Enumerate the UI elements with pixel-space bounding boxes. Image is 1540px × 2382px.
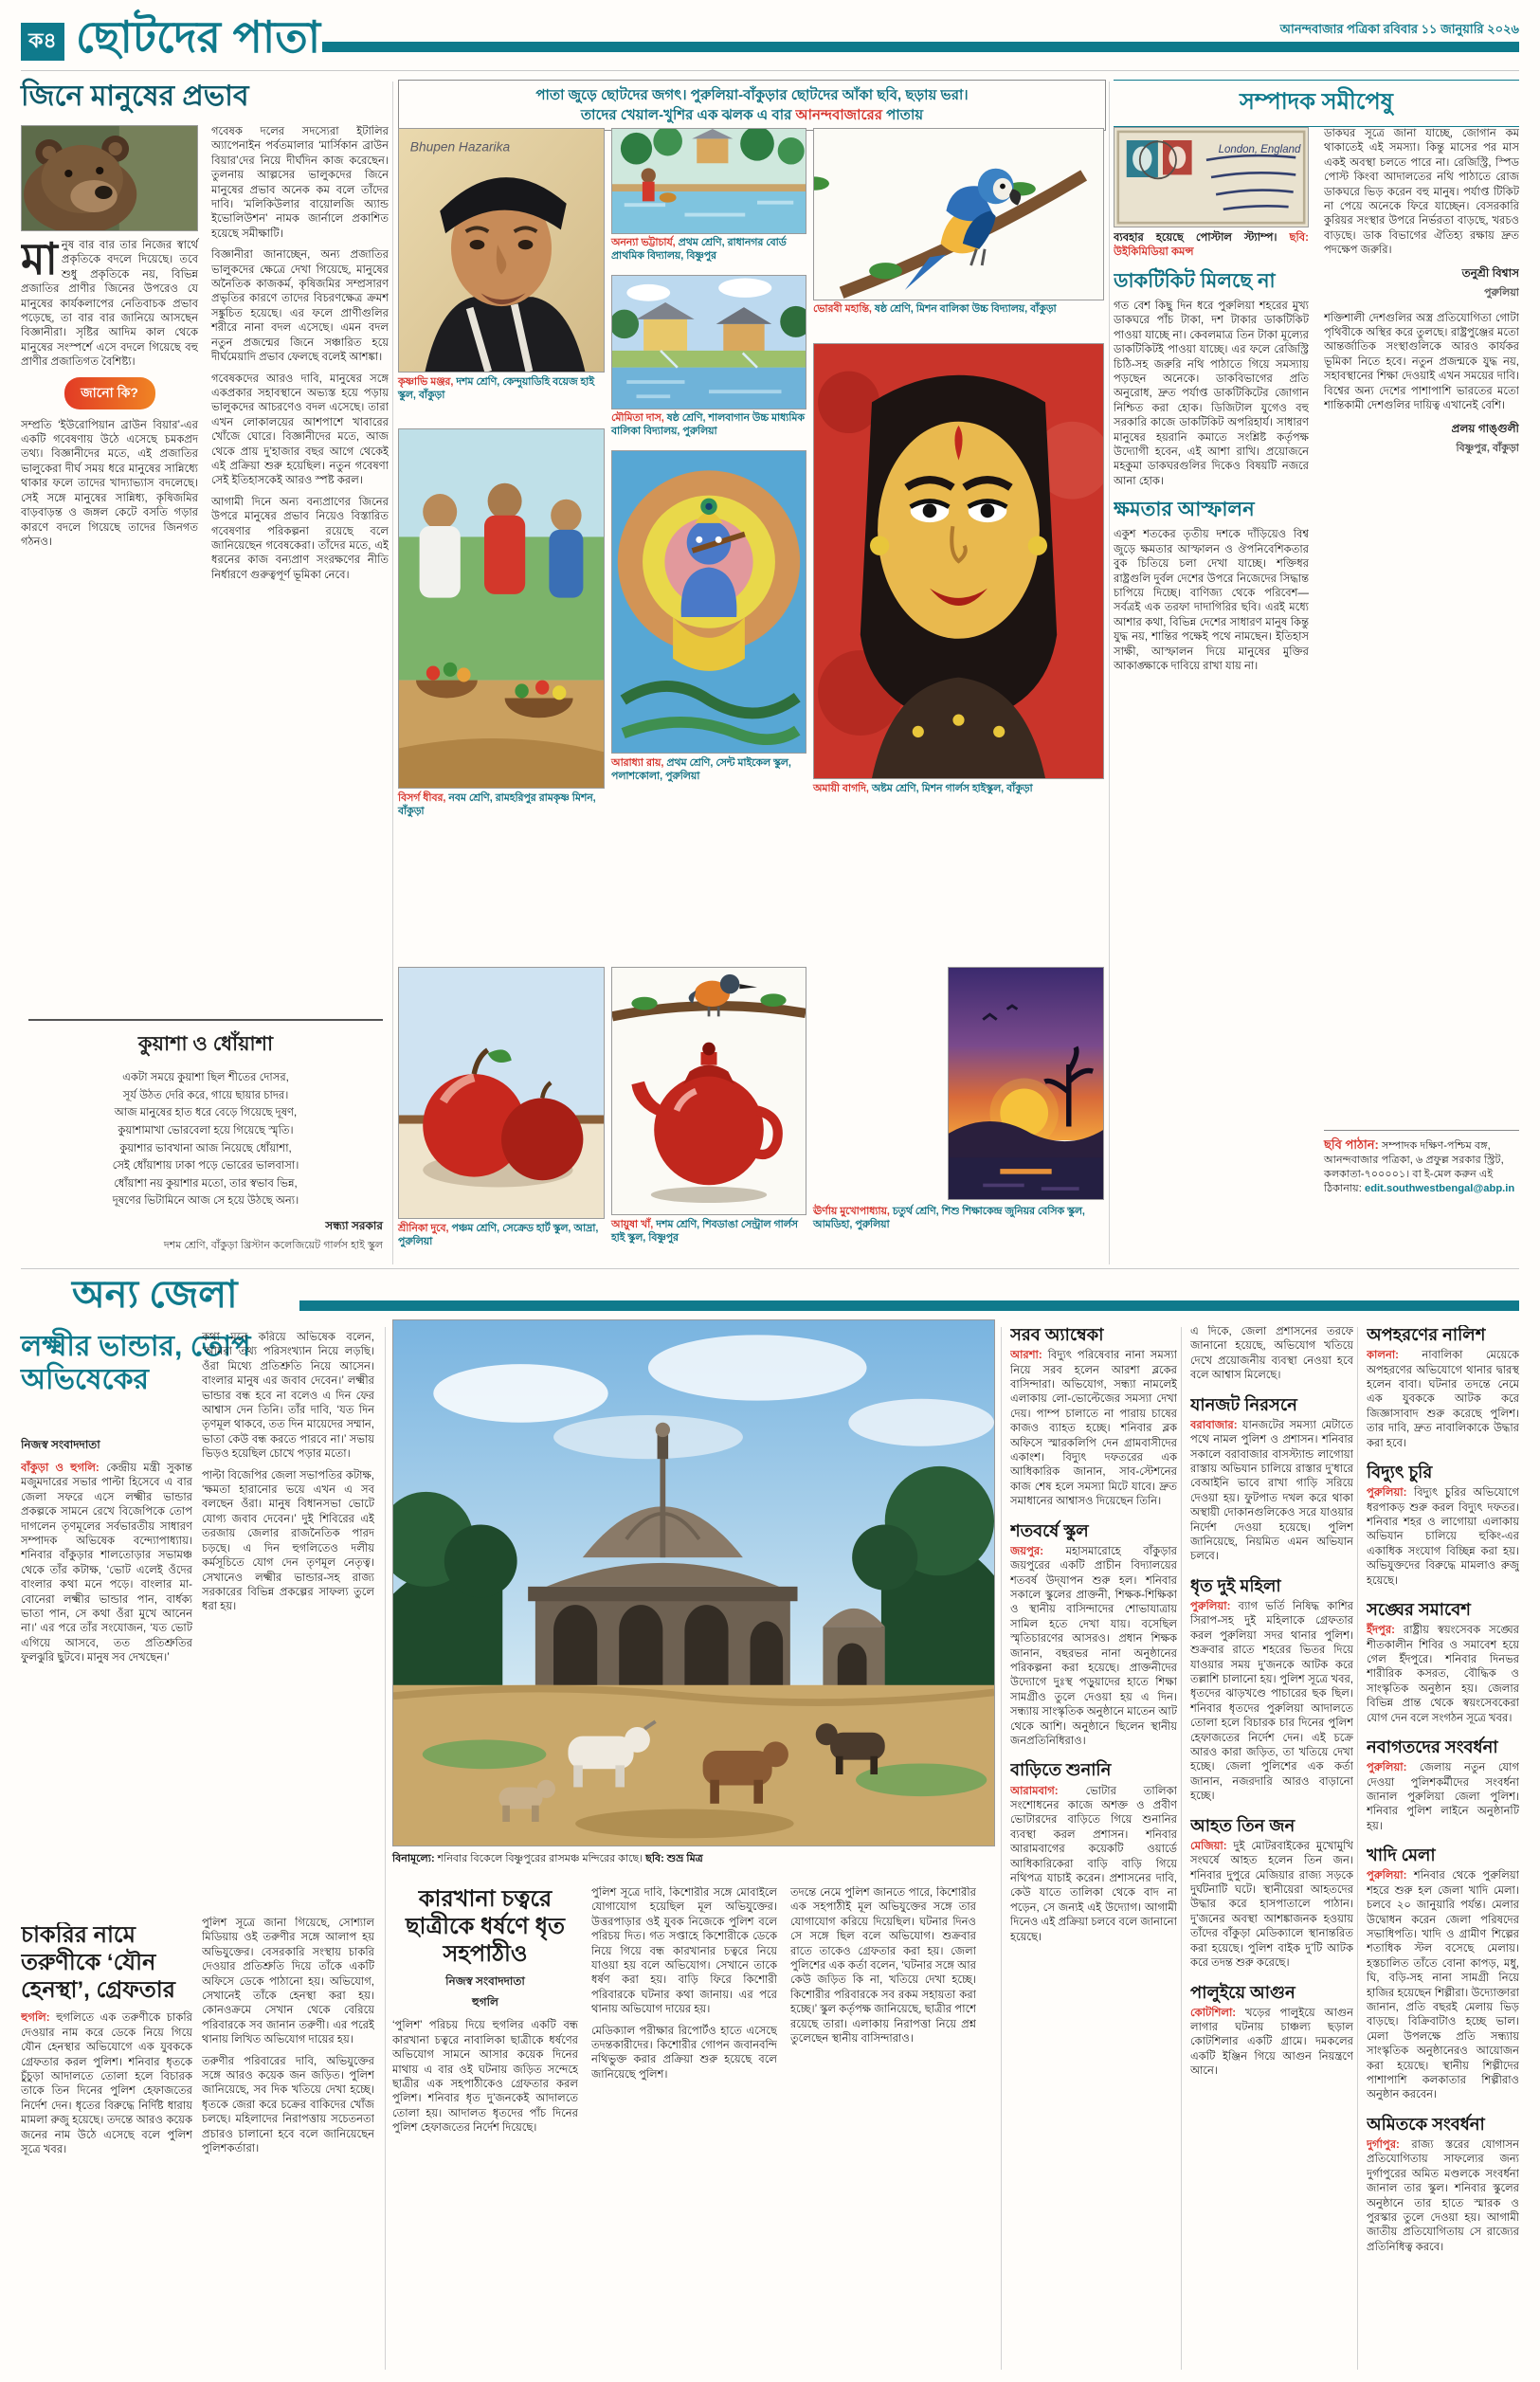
artwork-teapot-bird <box>611 967 806 1215</box>
letter1-continuation: ডাকঘর সূত্রে জানা যাচ্ছে, জোগান কম থাকাতেই এই সমস্যা। কিন্তু মাসের পর মাস একই অবস্থা চলতে পারে না। রেজিস্ট্রি, স্পিড পোস্ট কিংবা আদালতের নথি পাঠাতে রোজ ডাকঘরে ভিড় করেন বহু মানুষ। পর্যাপ্ত টিকিট না পেয়ে অনেকে ফিরে যাচ্ছেন। বেসরকারি কুরিয়র সংস্থার উপরে নির্ভরতা বাড়ছে, খরচও বাড়ছে। ডাক বিভাগের ঐতিহ্য রক্ষায় দ্রুত পদক্ষেপ জরুরি। <box>1324 128 1519 257</box>
briefs-column-3 <box>1367 1325 1519 2377</box>
brief-headline-apaharan: অপহরণের নালিশ <box>1367 1325 1486 1344</box>
artwork-caption: আরাধ্যা রায়, প্রথম শ্রেণি, সেন্ট মাইকেল স্কুল, পলাশকোলা, পুরুলিয়া <box>611 757 791 782</box>
page-code: ক৪ <box>21 23 64 61</box>
column-rule <box>1001 1327 1002 2370</box>
job-headline: চাকরির নামে তরুণীকে ‘যৌন হেনস্থা’, গ্রেফতার <box>21 1922 175 2003</box>
poem-line: ধোঁয়াশা নয় কুয়াশার মতো, তার স্বভাব ভিন্ন, <box>114 1177 298 1190</box>
factory-paragraph: ‘পুলিশ’ পরিচয় দিয়ে হুগলির একটি বন্ধ কারখানা চত্বরে নাবালিকা ছাত্রীকে ধর্ষণের অভিযোগ সামনে আসার কয়েক দিনের মাথায় এ বার ওই ঘটনায় জড়িত সন্দেহে ছাত্রীর এক সহপাঠীকেও গ্রেফতার করল পুলিশ। শনিবার ধৃত দু’জনকেই আদালতে তোলা হয়। আদালত ধৃতদের পাঁচ দিনের পুলিশ হেফাজতের নির্দেশ দিয়েছে। <box>392 2020 578 2135</box>
temple-photo-caption: বিনামূল্যে: শনিবার বিকেলে বিষ্ণুপুরের রাসমঞ্চ মন্দিরের কাছে। ছবি: শুভ্র মিত্র <box>392 1853 703 1864</box>
job-article-column1 <box>21 1922 192 2377</box>
brief-body: কালনা: নাবালিকা মেয়েকে অপহরণের অভিযোগে থানার দ্বারস্থ হলেন বাবা। ঘটনার তদন্তে নেমে এক যুবককে আটক করে জিজ্ঞাসাবাদ শুরু করেছে পুলিশ। তার দাবি, দ্রুত নাবালিকাকে উদ্ধার করা হবে। <box>1367 1350 1519 1449</box>
column-rule <box>385 1327 386 2370</box>
artwork-caption: অনন্যা ভট্টাচার্য, প্রথম শ্রেণি, রাধানগর বোর্ড প্রাথমিক বিদ্যালয়, বিষ্ণুপুর <box>611 237 787 262</box>
brief-headline-nabagata: নবাগতদের সংবর্ধনা <box>1367 1737 1498 1756</box>
factory-headline: কারখানা চত্বরে ছাত্রীকে ধর্ষণে ধৃত সহপাঠীও <box>405 1886 566 1967</box>
section-divider <box>21 1268 1519 1269</box>
lead-paragraph: মানুষ বার বার তার নিজের স্বার্থে প্রকৃতিকে বদলে দিয়েছে। তবে শুধু প্রকৃতিকে নয়, বিভিন্ন প্রজাতির প্রাণীর জিনের উপরেও যে মানুষের কার্যকলাপের নেতিবাচক প্রভাব পড়েছে, তা বার বার জানিয়ে আসছেন বিজ্ঞানীরা। সৃষ্টির আদিম কাল থেকে মানুষের সংস্পর্শে এসে বদলে গিয়েছে বহু প্রাণীর প্রজাতিগত বৈশিষ্ট্য। <box>21 234 198 369</box>
factory-paragraph: পুলিশ সূত্রে দাবি, কিশোরীর সঙ্গে মোবাইলে যোগাযোগ হয়েছিল মূল অভিযুক্তের। উত্তরপাড়ার ওই যুবক নিজেকে পুলিশ বলে পরিচয় দিত। গত সপ্তাহে কিশোরীকে ডেকে নিয়ে গিয়ে বন্ধ কারখানার চত্বরে নিয়ে যাওয়া হয় বলে অভিযোগ। সেখানে তাকে ধর্ষণ করা হয়। বাড়ি ফিরে কিশোরী পরিবারকে ঘটনার কথা জানায়। এর পরে থানায় অভিযোগ দায়ের হয়। <box>591 1887 777 2016</box>
know-box-badge: জানো কি? <box>64 377 155 409</box>
brief-headline-janjot: যানজট নিরসনে <box>1190 1394 1297 1414</box>
poem-title: কুয়াশা ও ধোঁয়াশা <box>137 1033 274 1055</box>
lakshmi-paragraph: পাল্টা বিজেপির জেলা সভাপতির কটাক্ষ, ‘ক্ষমতা হারানোর ভয়ে এখন এ সব বলছেন ওঁরা। মানুষ বিধানসভা ভোটে যোগ্য জবাব দেবেন।’ দুই শিবিরের এই তরজায় জেলার রাজনৈতিক পারদ চড়ছে। এ দিন হুগলিতেও দলীয় কর্মসূচিতে যোগ দেন তৃণমূল নেতৃত্ব। সেখানেও লক্ষ্মীর ভান্ডার-সহ রাজ্য সরকারের বিভিন্ন প্রকল্পের সাফল্য তুলে ধরা হয়। <box>202 1469 374 1613</box>
job-paragraph: তরুণীর পরিবারের দাবি, অভিযুক্তের সঙ্গে আরও কয়েক জন জড়িত। পুলিশ জানিয়েছে, সব দিক খতিয়ে দেখা হচ্ছে। ধৃতকে জেরা করে চক্রের বাকিদের খোঁজ চলছে। মহিলাদের নিরাপত্তায় সচেতনতা প্রচারও চালানো হবে বলে জানিয়েছেন পুলিশকর্তারা। <box>202 2055 374 2155</box>
artwork-caption: ভোরবী মহান্তি, ষষ্ঠ শ্রেণি, মিশন বালিকা উচ্চ বিদ্যালয়, বাঁকুড়া <box>813 303 1057 315</box>
lead-paragraph: আগামী দিনে অন্য বন্যপ্রাণের জিনের উপরে মানুষের প্রভাব নিয়েও বিস্তারিত গবেষণার পরিকল্পনা রয়েছে বলে জানিয়েছেন গবেষকেরা। তাঁদের মতে, এই ধরনের কাজ বন্যপ্রাণ সংরক্ষণের নীতি নির্ধারণে গুরুত্বপূর্ণ ভূমিকা নেবে। <box>211 496 389 581</box>
artwork-village <box>611 275 806 409</box>
temple-photo <box>392 1319 995 1846</box>
factory-paragraph: তদন্তে নেমে পুলিশ জানতে পারে, কিশোরীর এক সহপাঠীই মূল অভিযুক্তের সঙ্গে তার যোগাযোগ করিয়ে দিয়েছিল। ঘটনার দিনও সে সঙ্গে ছিল বলে অভিযোগ। শুক্রবার রাতে তাকেও গ্রেফতার করা হয়। জেলা পুলিশের এক কর্তা বলেন, ‘ঘটনার সঙ্গে আর কেউ জড়িত কি না, খতিয়ে দেখা হচ্ছে। কিশোরীর পরিবারকে সব রকম সহায়তা করা হচ্ছে।’ স্কুল কর্তৃপক্ষ জানিয়েছে, ছাত্রীর পাশে রয়েছে তারা। এলাকায় নিরাপত্তা নিয়ে প্রশ্ন তুলেছেন স্থানীয় বাসিন্দারাও। <box>790 1887 976 2046</box>
brief-body: বরাবাজার: যানজটের সমস্যা মেটাতে পথে নামল পুলিশ ও প্রশাসন। শনিবার সকালে বরাবাজার বাসস্ট্যান্ড লাগোয়া রাস্তায় অভিযান চালিয়ে রাস্তার দু’ধারে বেআইনি ভাবে রাখা গাড়ি সরিয়ে দেওয়া হয়। ফুটপাত দখল করে থাকা অস্থায়ী দোকানগুলিকেও সরে যাওয়ার নির্দেশ দেওয়া হয়েছে। পুলিশ জানিয়েছে, নিয়মিত এমন অভিযান চলবে। <box>1190 1419 1353 1563</box>
brief-body: পুরুলিয়া: জেলায় নতুন যোগ দেওয়া পুলিশকর্মীদের সংবর্ধনা জানাল পুরুলিয়া জেলা পুলিশ। শনিবার পুলিশ লাইনে অনুষ্ঠানটি হয়। <box>1367 1762 1519 1832</box>
poem-line: কুয়াশামাখা ভোরবেলা হয়ে গিয়েছে স্মৃতি। <box>118 1124 294 1136</box>
brief-continuation: এ দিকে, জেলা প্রশাসনের তরফে জানানো হয়েছে, অভিযোগ খতিয়ে দেখে প্রয়োজনীয় ব্যবস্থা নেওয়া হবে বলে আশ্বাস মিলেছে। <box>1190 1326 1353 1382</box>
factory-column2 <box>591 1886 777 2377</box>
brief-headline-khadi: খাদি মেলা <box>1367 1846 1436 1865</box>
masthead: আনন্দবাজার পত্রিকা রবিবার ১১ জানুয়ারি ২০২৬ <box>1279 22 1519 36</box>
poem-line: কুয়াশার ভাবখানা আজ নিয়েছে ধোঁয়াশা, <box>119 1142 292 1155</box>
factory-dateline: হুগলি <box>472 1995 498 2009</box>
brief-headline-sangha: সঙ্ঘের সমাবেশ <box>1367 1600 1471 1619</box>
factory-column3 <box>790 1886 976 2377</box>
send-photos-label: ছবি পাঠান: <box>1324 1137 1379 1152</box>
job-paragraph: হুগলি: হুগলিতে এক তরুণীকে চাকরি দেওয়ার নাম করে ডেকে নিয়ে গিয়ে যৌন হেনস্থার অভিযোগে এক যুবককে গ্রেফতার করল পুলিশ। শনিবার ধৃতকে চুঁচুড়া আদালতে তোলা হলে বিচারক তাকে তিন দিনের পুলিশ হেফাজতের নির্দেশ দেন। ধৃতের বিরুদ্ধে নির্দিষ্ট ধারায় মামলা রুজু হয়েছে। তদন্তে আরও কয়েক জনের নাম উঠে এসেছে বলে পুলিশ সূত্রে খবর। <box>21 2012 192 2156</box>
artwork-parrot <box>813 128 1104 300</box>
lead-paragraph: সম্প্রতি ‘ইউরোপিয়ান ব্রাউন বিয়ার’-এর একটি গবেষণায় উঠে এসেছে চমকপ্রদ তথ্য। বিজ্ঞানীদের মতে, এই প্রজাতির ভালুকেরা দীর্ঘ সময় ধরে মানুষের সান্নিধ্যে থাকার ফলে তাদের খাদ্যাভ্যাস বদলেছে। সেই সঙ্গে মানুষের সান্নিধ্য, কৃষিজমির বাড়বাড়ন্ত ও জঙ্গল কেটে বসতি গড়ার কারণে বদলে গিয়েছে তাদের জিনগত গঠনও। <box>21 419 198 548</box>
gallery-intro-line2: তাদের খেয়াল-খুশির এক ঝলক এ বার আনন্দবাজারের পাতায় <box>580 107 924 123</box>
briefs-column-2 <box>1190 1325 1353 2377</box>
poem-line: একটা সময়ে কুয়াশা ছিল শীতের দোসর, <box>122 1072 289 1083</box>
brief-body: জয়পুর: মহাসমারোহে বাঁকুড়ার জয়পুরের একটি প্রাচীন বিদ্যালয়ের শতবর্ষ উদ্‌যাপন শুরু হল। শনিবার সকালে স্কুলের প্রাক্তনী, শিক্ষক-শিক্ষিকা ও স্থানীয় বাসিন্দাদের শোভাযাত্রায় সামিল হতে দেখা যায়। বসেছিল স্মৃতিচারণের আসরও। প্রধান শিক্ষক জানান, বছরভর নানা অনুষ্ঠানের পরিকল্পনা করা হয়েছে। প্রাক্তনীদের উদ্যোগে দুঃস্থ পড়ুয়াদের হাতে শিক্ষা সামগ্রীও তুলে দেওয়া হয় এ দিন। সন্ধ্যায় সাংস্কৃতিক অনুষ্ঠানে মাতেন আট থেকে আশি। অনুষ্ঠানে ছিলেন স্থানীয় জনপ্রতিনিধিরাও। <box>1010 1545 1177 1748</box>
brief-body: আরশা: বিদ্যুৎ পরিষেবার নানা সমস্যা নিয়ে সরব হলেন আরশা ব্লকের বাসিন্দারা। অভিযোগ, সন্ধ্যা নামলেই এলাকায় লো-ভোল্টেজের সমস্যা দেখা দেয়। পাম্প চালাতে না পারায় চাষের কাজও ব্যাহত হচ্ছে। শনিবার ব্লক অফিসে স্মারকলিপি দেন গ্রামবাসীদের একাংশ। বিদ্যুৎ দফতরের এক আধিকারিক জানান, সাব-স্টেশনের কাজ শেষ হলে সমস্যা মিটে যাবে। দ্রুত সমাধানের আশ্বাসও দিয়েছেন তিনি। <box>1010 1350 1177 1508</box>
column-rule <box>392 82 393 1264</box>
job-article-column2 <box>202 1917 374 2377</box>
brief-headline-amit: অমিতকে সংবর্ধনা <box>1367 2114 1485 2134</box>
district-banner-bar <box>299 1300 1519 1311</box>
svg-text:London, England: London, England <box>1218 143 1301 156</box>
stamps-caption: ব্যবহার হয়েছে পোস্টাল স্ট্যাম্প। ছবি: উইকিমিডিয়া কমন্স <box>1114 232 1309 259</box>
artwork-krishna <box>611 450 806 754</box>
letter2-signature: প্রলয় গাঙ্গুলী বিষ্ণুপুর, বাঁকুড়া <box>1451 421 1519 454</box>
brief-body: পুরুলিয়া: বিদ্যুৎ চুরির অভিযোগে ধরপাকড় শুরু করল বিদ্যুৎ দফতর। শনিবার শহর ও লাগোয়া এলাকায় অভিযান চালিয়ে হুকিং-এর একাধিক সংযোগ বিচ্ছিন্ন করা হয়। অভিযুক্তদের বিরুদ্ধে মামলাও রুজু হয়েছে। <box>1367 1487 1519 1587</box>
brief-body: কোটশিলা: খড়ের পালুইয়ে আগুন লাগার ঘটনায় চাঞ্চল্য ছড়াল কোটশিলার একটি গ্রামে। দমকলের একটি ইঞ্জিন গিয়ে আগুন নিয়ন্ত্রণে আনে। <box>1190 2007 1353 2078</box>
send-photos-address: সম্পাদক দক্ষিণ-পশ্চিম বঙ্গ, আনন্দবাজার পত্রিকা, ৬ প্রফুল্ল সরকার স্ট্রিট, কলকাতা-৭০০০০১। বা ই-মেল করুন এই ঠিকানায়: <box>1324 1140 1504 1195</box>
artwork-pond-scene <box>611 128 806 234</box>
poem-line: সেই ধোঁয়াশায় ঢাকা পড়ে ভোরের ভালবাসা। <box>112 1160 299 1173</box>
brief-body: আরামবাগ: ভোটার তালিকা সংশোধনের কাজে অশক্ত ও প্রবীণ ভোটারদের বাড়িতে গিয়ে শুনানির ব্যবস্থা করল প্রশাসন। শনিবার আরামবাগের কয়েকটি ওয়ার্ডে আধিকারিকেরা বাড়ি বাড়ি গিয়ে নথিপত্র যাচাই করেন। প্রশাসনের দাবি, কেউ যাতে তালিকা থেকে বাদ না পড়েন, সে জন্যই এই উদ্যোগ। আগামী দিনেও এই প্রক্রিয়া চলবে বলে জানানো হয়েছে। <box>1010 1785 1177 1943</box>
factory-paragraph: মেডিক্যাল পরীক্ষার রিপোর্টও হাতে এসেছে তদন্তকারীদের। কিশোরীর গোপন জবানবন্দি নথিভুক্ত করার প্রক্রিয়া শুরু হয়েছে বলে জানিয়েছে পুলিশ। <box>591 2025 777 2081</box>
artwork-apple <box>398 967 605 1219</box>
artwork-caption: শ্রীনিকা দুবে, পঞ্চম শ্রেণি, সেক্রেড হার্ট স্কুল, আদ্রা, পুরুলিয়া <box>398 1223 599 1247</box>
gallery-intro-box <box>398 80 1106 131</box>
artwork-caption: অমায়ী বাগদি, অষ্টম শ্রেণি, মিশন গার্লস হাইস্কুল, বাঁকুড়া <box>813 783 1033 794</box>
brief-body: পুরুলিয়া: শনিবার থেকে পুরুলিয়া শহরে শুরু হল জেলা খাদি মেলা। চলবে ২০ জানুয়ারি পর্যন্ত। মেলার উদ্বোধন করেন জেলা পরিষদের সভাধিপতি। খাদি ও গ্রামীণ শিল্পের শতাধিক স্টল বসেছে মেলায়। হস্তচালিত তাঁতে বোনা কাপড়, মধু, ঘি, বড়ি-সহ নানা সামগ্রী নিয়ে হাজির হয়েছেন শিল্পীরা। উদ্যোক্তারা জানান, প্রতি বছরই মেলায় ভিড় বাড়ছে। বিক্রিবাটাও হচ্ছে ভাল। মেলা উপলক্ষে প্রতি সন্ধ্যায় সাংস্কৃতিক অনুষ্ঠানেরও আয়োজন করা হয়েছে। স্থানীয় শিল্পীদের পাশাপাশি কলকাতার শিল্পীরাও অনুষ্ঠান করবেন। <box>1367 1870 1519 2101</box>
lakshmi-column2 <box>202 1331 374 1907</box>
poem-line: আজ মানুষের হাত ধরে বেড়ে গিয়েছে দূষণ, <box>114 1107 298 1119</box>
letter1-headline: ডাকটিকিট মিলছে না <box>1114 269 1276 292</box>
lead-paragraph: বিজ্ঞানীরা জানাচ্ছেন, অন্য প্রজাতির ভালুকদের ক্ষেত্রে দেখা গিয়েছে, মানুষের অনৈতিক কাজকর্ম, কৃষিজমির সম্প্রসারণ প্রভৃতির কারণে তাদের বিচরণক্ষেত্র ক্রমশ সঙ্কুচিত হয়েছে। এর ফলে প্রাণীগুলির শরীরে নানা বদল এসেছে। এমন বদল নতুন প্রজন্মের জিনে সঞ্চারিত হয়ে দীর্ঘমেয়াদি প্রভাব ফেলছে বলেই আশঙ্কা। <box>211 249 389 364</box>
factory-byline: নিজস্ব সংবাদদাতা <box>445 1974 525 1989</box>
letter1-signature: তনুশ্রী বিশ্বাস পুরুলিয়া <box>1461 265 1519 299</box>
section-title: ছোটদের পাতা <box>76 12 321 62</box>
bear-photo <box>21 125 198 231</box>
letters-left-column <box>1114 127 1309 1264</box>
artwork-caption: আয়ুষা খাঁ, দশম শ্রেণি, শিবডাঙা সেন্ট্রাল গার্লস হাই স্কুল, বিষ্ণুপুর <box>611 1219 798 1244</box>
brief-headline-barite: বাড়িতে শুনানি <box>1010 1760 1112 1780</box>
brief-headline-bidyut: বিদ্যুৎ চুরি <box>1367 1463 1433 1482</box>
lead-paragraph: গবেষকদের আরও দাবি, মানুষের সঙ্গে একপ্রকার সহাবস্থানে অভ্যস্ত হয়ে পড়ায় ভালুকদের আচরণেও বদল এসেছে। তারা এখন লোকালয়ের আশপাশে খাবারের খোঁজে ঘোরে। বিজ্ঞানীদের মতে, আজ থেকে প্রায় দু’হাজার বছর আগে থেকেই এই প্রক্রিয়া শুরু হয়েছিল। নতুন গবেষণা সেই ইতিহাসকেই আরও স্পষ্ট করল। <box>211 373 389 487</box>
section-title-bar <box>322 42 1519 52</box>
brief-headline-ahoto: আহত তিন জন <box>1190 1815 1295 1835</box>
job-paragraph: পুলিশ সূত্রে জানা গিয়েছে, সোশ্যাল মিডিয়ায় ওই তরুণীর সঙ্গে আলাপ হয় অভিযুক্তের। বেসরকারি সংস্থায় চাকরি দেওয়ার প্রতিশ্রুতি দিয়ে তাঁকে একটি অফিসে ডেকে পাঠানো হয়। অভিযোগ, সেখানেই তাঁকে হেনস্থা করা হয়। কোনওক্রমে সেখান থেকে বেরিয়ে পরিবারকে সব জানান তরুণী। এর পরেই থানায় লিখিত অভিযোগ দায়ের হয়। <box>202 1918 374 2046</box>
poem-author: সন্ধ্যা সরকার <box>325 1219 383 1232</box>
brief-body: মেজিয়া: দুই মোটরবাইকের মুখোমুখি সংঘর্ষে আহত হলেন তিন জন। শনিবার দুপুরে মেজিয়ার রাজ্য সড়কে দুর্ঘটনাটি ঘটে। স্থানীয়েরা আহতদের উদ্ধার করে হাসপাতালে পাঠান। দু’জনের অবস্থা আশঙ্কাজনক হওয়ায় তাঁদের বাঁকুড়া মেডিক্যালে স্থানান্তরিত করা হয়েছে। পুলিশ বাইক দু’টি আটক করে তদন্ত শুরু করেছে। <box>1190 1840 1353 1970</box>
district-banner-title: অন্য জেলা <box>72 1274 238 1316</box>
letters-section-header: সম্পাদক সমীপেষু <box>1114 80 1519 127</box>
artwork-caption: কৃষ্ণাভি মঞ্জর, দশম শ্রেণি, কেন্দুয়াডিহি বয়েজ হাই স্কুল, বাঁকুড়া <box>398 376 594 401</box>
lakshmi-paragraph: কথা মনে করিয়ে অভিষেক বলেন, ‘আমরা তথ্য পরিসংখ্যান নিয়ে লড়ছি। ওঁরা মিথ্যে প্রতিশ্রুতি নিয়ে আসেন। বাংলার মানুষ এর জবাব দেবেন।’ লক্ষ্মীর ভান্ডার বন্ধ হবে না বলেও এ দিন ফের আশ্বাস দেন তিনি। তাঁর দাবি, ‘যত দিন তৃণমূল থাকবে, তত দিন মায়েদের সম্মান, ভাতা কেউ বন্ধ করতে পারবে না।’ সভায় ভিড়ও হয়েছিল চোখে পড়ার মতো। <box>202 1332 374 1461</box>
factory-column1 <box>392 1886 578 2377</box>
svg-text:Bhupen Hazarika: Bhupen Hazarika <box>409 139 511 155</box>
artwork-woman <box>813 343 1104 779</box>
brief-body: দুর্গাপুর: রাজ্য স্তরের যোগাসন প্রতিযোগিতায় সাফল্যের জন্য দুর্গাপুরের অমিত মণ্ডলকে সংবর্ধনা জানাল তার স্কুল। শনিবার স্কুলের অনুষ্ঠানে তার হাতে স্মারক ও পুরস্কার তুলে দেওয়া হয়। আগামী জাতীয় প্রতিযোগিতায় সে রাজ্যের প্রতিনিধিত্ব করবে। <box>1367 2139 1519 2253</box>
column-rule <box>1109 82 1110 1264</box>
letters-right-column <box>1324 127 1519 1120</box>
lead-paragraph: গবেষক দলের সদস্যেরা ইটালির অ্যাপেনাইন পর্বতমালার ‘মার্সিকান ব্রাউন বিয়ার’দের নিয়ে দীর্ঘদিন কাজ করেছেন। তুলনায় আল্পসের ভালুকদের জিনে মানুষের প্রভাব অনেক কম বলে তাঁদের দাবি। ‘মলিকিউলার বায়োলজি অ্যান্ড ইভোলিউশন’ নামক জার্নালে প্রকাশিত হয়েছে সমীক্ষাটি। <box>211 126 389 240</box>
artwork-caption: ঊর্ণায় মুখোপাধ্যায়, চতুর্থ শ্রেণি, শিশু শিক্ষাকেন্দ্র জুনিয়র বেসিক স্কুল, আমডিহা, পুরুলিয়া <box>813 1206 1085 1230</box>
lead-article-body <box>21 125 389 1005</box>
artwork-caption: মৌমিতা দাস, ষষ্ঠ শ্রেণি, শালবাগান উচ্চ মাধ্যমিক বালিকা বিদ্যালয়, পুরুলিয়া <box>611 412 805 437</box>
column-rule <box>1181 1327 1182 2370</box>
header-rule <box>21 70 1519 71</box>
brief-headline-palui: পালুইয়ে আগুন <box>1190 1982 1295 2002</box>
letter2-continuation: শক্তিশালী দেশগুলির অস্ত্র প্রতিযোগিতা গোটা পৃথিবীকে অস্থির করে তুলছে। রাষ্ট্রপুঞ্জের মতো আন্তর্জাতিক সংস্থাগুলিকে আরও কার্যকর ভূমিকা নিতে হবে। নতুন প্রজন্মকে যুদ্ধ নয়, সহাবস্থানের শিক্ষা দেওয়াই এখন সময়ের দাবি। বিশ্বের অন্য দেশের পাশাপাশি ভারতের মতো শান্তিকামী দেশগুলির দায়িত্ব এখানেই বেশি। <box>1324 312 1519 412</box>
poem-line: দূষণের ভিটামিনে আজ সে হয়ে উঠছে অন্য। <box>112 1195 299 1208</box>
poem-box <box>28 1019 383 1273</box>
lakshmi-column1 <box>21 1437 192 1907</box>
send-photos-box <box>1324 1130 1519 1196</box>
poem-line: সূর্য উঠত দেরি করে, গায়ে ছায়ার চাদর। <box>122 1089 289 1101</box>
letter2-paragraph: একুশ শতকের তৃতীয় দশকে দাঁড়িয়েও বিশ্ব জুড়ে ক্ষমতার আস্ফালন ও ঔপনিবেশিকতার বুক চিতিয়ে চলা দেখা যাচ্ছে। শক্তিধর রাষ্ট্রগুলি দুর্বল দেশের উপরে নিজেদের সিদ্ধান্ত চাপিয়ে দিচ্ছে। বাণিজ্য থেকে পরিবেশ— সর্বত্রই এক তরফা দাদাগিরির ছবি। এরই মধ্যে আশার কথা, বিভিন্ন দেশের সাধারণ মানুষ কিন্তু যুদ্ধ নয়, শান্তির পক্ষেই পথে নামছেন। ইতিহাস সাক্ষী, আস্ফালন দিয়ে মানুষের মুক্তির আকাঙ্ক্ষাকে দাবিয়ে রাখা যায় না। <box>1114 529 1309 672</box>
lakshmi-headline: লক্ষ্মীর ভান্ডার, তোপ অভিষেকের <box>21 1331 251 1395</box>
artwork-market <box>398 428 605 789</box>
letter1-paragraph: গত বেশ কিছু দিন ধরে পুরুলিয়া শহরের মুখ্য ডাকঘরে পাঁচ টাকা, দশ টাকার ডাকটিকিট পাওয়া যাচ্ছে না। কেবলমাত্র তিন টাকা মূল্যের ডাকটিকিটই পাওয়া যাচ্ছে। এর ফলে রেজিস্ট্রি চিঠি-সহ জরুরি নথি পাঠাতে গিয়ে সমস্যায় পড়ছেন অনেকে। ডাকবিভাগের প্রতি অনুরোধ, দ্রুত পর্যাপ্ত ডাকটিকিটের জোগান নিশ্চিত করা হোক। ডিজিটাল যুগেও বহু সরকারি কাজে ডাকটিকিট অপরিহার্য। সাধারণ মানুষের হয়রানি কমাতে সংশ্লিষ্ট কর্তৃপক্ষ উদ্যোগী হবেন, এই আশা রাখি। প্রয়োজনে মহকুমা ডাকঘরগুলির দিকেও বিষয়টি নজরে আনা হোক। <box>1114 300 1309 487</box>
brand-highlight: আনন্দবাজারের <box>795 107 882 123</box>
lakshmi-paragraph: বাঁকুড়া ও হুগলি: কেন্দ্রীয় মন্ত্রী সুকান্ত মজুমদারের সভার পাল্টা হিসেবে এ বার জেলা সফরে এসে লক্ষ্মীর ভান্ডার প্রকল্পকে সামনে রেখে বিজেপিকে তোপ দাগলেন তৃণমূলের সর্বভারতীয় সাধারণ সম্পাদক অভিষেক বন্দ্যোপাধ্যায়। শনিবার বাঁকুড়ার শালতোড়ার সভামঞ্চ থেকে তাঁর কটাক্ষ, ‘ভোট এলেই ওঁদের বাংলার কথা মনে পড়ে। বাংলার মা-বোনেরা লক্ষ্মীর ভান্ডার পান, বার্ধক্য ভাতা পান, সে কথা ওঁরা মুখে আনেন না।’ এর পরে তাঁর সংযোজন, ‘যত ভোট এগিয়ে আসবে, তত প্রতিশ্রুতির ফুলঝুরি ছুটবে। মানুষ সব দেখছেন।’ <box>21 1463 192 1664</box>
artwork-portrait <box>398 128 605 373</box>
brief-headline-shoto: শতবর্ষে স্কুল <box>1010 1520 1089 1540</box>
letter2-headline: ক্ষমতার আস্ফালন <box>1114 499 1255 521</box>
brief-headline-sorob: সরব অ্যাম্বেকা <box>1010 1325 1104 1344</box>
artwork-caption: বিসর্গ ধীবর, নবম শ্রেণি, রামহরিপুর রামকৃষ্ণ মিশন, বাঁকুড়া <box>398 792 596 817</box>
poem-author-school: দশম শ্রেণি, বাঁকুড়া খ্রিস্টান কলেজিয়েট গার্লস হাই স্কুল <box>163 1240 383 1251</box>
lakshmi-byline: নিজস্ব সংবাদদাতা <box>21 1438 100 1451</box>
lead-headline: জিনে মানুষের প্রভাব <box>21 81 249 112</box>
brief-headline-dhrito: ধৃত দুই মহিলা <box>1190 1575 1281 1595</box>
gallery-intro-line1: পাতা জুড়ে ছোটদের জগৎ। পুরুলিয়া-বাঁকুড়ার ছোটদের আঁকা ছবি, ছড়ায় ভরা। <box>535 87 969 103</box>
brief-body: পুরুলিয়া: ব্যাগ ভর্তি নিষিদ্ধ কাশির সিরাপ-সহ দুই মহিলাকে গ্রেফতার করল পুরুলিয়া সদর থানার পুলিশ। শুক্রবার রাতে শহরের ভিতর দিয়ে যাওয়ার সময় দু’জনকে আটক করে তল্লাশি চালানো হয়। পুলিশ সূত্রে খবর, ধৃতদের ঝাড়খণ্ডে পাচারের ছক ছিল। শনিবার ধৃতদের পুরুলিয়া আদালতে তোলা হলে বিচারক চার দিনের পুলিশ হেফাজতের নির্দেশ দেন। এই চক্রে আরও কারা জড়িত, তা খতিয়ে দেখা হচ্ছে। জেলা পুলিশের এক কর্তা জানান, নজরদারি আরও বাড়ানো হচ্ছে। <box>1190 1601 1353 1803</box>
send-photos-email-link[interactable]: edit.southwestbengal@abp.in <box>1364 1183 1515 1195</box>
column-rule <box>1357 1327 1358 2370</box>
stamps-photo <box>1114 127 1309 227</box>
bear-illustration <box>22 126 197 230</box>
artwork-sunset <box>948 967 1104 1200</box>
dropcap: মা <box>21 234 58 283</box>
briefs-column-1 <box>1010 1325 1177 2377</box>
brief-body: ইঁদপুর: রাষ্ট্রীয় স্বয়ংসেবক সঙ্ঘের শীতকালীন শিবির ও সমাবেশ হয়ে গেল ইঁদপুরে। শনিবার দিনভর শারীরিক কসরত, বৌদ্ধিক ও সাংস্কৃতিক অনুষ্ঠান হয়। জেলার বিভিন্ন প্রান্ত থেকে স্বয়ংসেবকেরা যোগ দেন বলে সংগঠন সূত্রে খবর। <box>1367 1625 1519 1724</box>
